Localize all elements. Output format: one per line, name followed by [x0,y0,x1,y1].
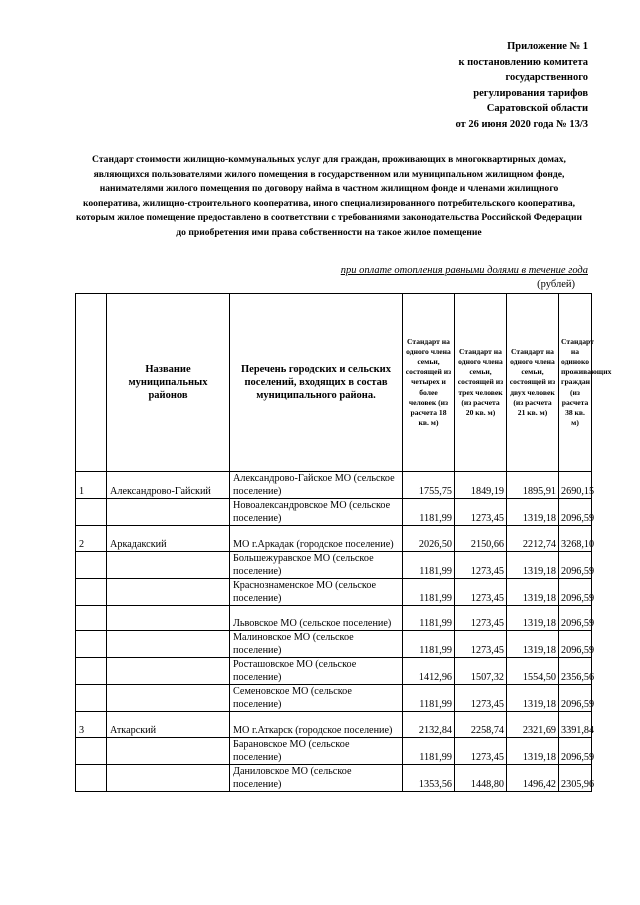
row-number: 3 [76,712,107,738]
table-row [76,631,592,658]
row-number [76,605,107,631]
row-settlement: Большежуравское МО (сельское поселение) [230,551,403,578]
row-number [76,578,107,605]
row-std-four: 1755,75 [403,472,455,499]
table-row [76,526,592,552]
table-row [76,605,592,631]
row-district [107,737,230,764]
row-std-single: 2690,15 [559,472,592,499]
row-number: 2 [76,526,107,552]
appendix-line: к постановлению комитета [458,56,588,68]
row-number [76,685,107,712]
row-district [107,658,230,685]
row-district [107,551,230,578]
table-header-row [76,294,592,472]
row-std-two: 1319,18 [507,499,559,526]
table-row [76,499,592,526]
table-row [76,551,592,578]
header-std-three: Стандарт на одного члена семьи, состоящей из трех человек (из расчета 20 кв. м) [455,294,507,472]
row-std-four: 1181,99 [403,551,455,578]
row-std-three: 1273,45 [455,578,507,605]
row-std-single: 3268,10 [559,526,592,552]
row-std-two: 1554,50 [507,658,559,685]
row-std-single: 3391,84 [559,712,592,738]
row-std-four: 1181,99 [403,605,455,631]
payment-note: при оплате отопления равными долями в течение года [340,265,588,276]
row-std-three: 2150,66 [455,526,507,552]
row-district [107,631,230,658]
row-std-two: 1895,91 [507,472,559,499]
header-settlements: Перечень городских и сельских поселений, входящих в состав муниципального района. [230,294,403,472]
header-std-single: Стандарт на одиноко проживающих граждан (из расчета 38 кв. м) [559,294,592,472]
row-std-two: 2321,69 [507,712,559,738]
row-settlement: Барановское МО (сельское поселение) [230,737,403,764]
row-std-four: 1412,96 [403,658,455,685]
row-number [76,737,107,764]
row-district [107,578,230,605]
row-std-four: 1181,99 [403,631,455,658]
appendix-line: Приложение № 1 [507,41,588,52]
row-std-two: 1319,18 [507,737,559,764]
row-std-four: 1353,56 [403,764,455,791]
appendix-line: Саратовской области [486,103,588,114]
row-std-single: 2096,59 [559,631,592,658]
row-std-three: 1273,45 [455,499,507,526]
row-std-two: 1319,18 [507,631,559,658]
row-settlement: МО г.Аркадак (городское поселение) [230,526,403,552]
row-std-two: 1496,42 [507,764,559,791]
table-row [76,578,592,605]
row-district: Александрово-Гайский [107,472,230,499]
row-std-single: 2096,59 [559,551,592,578]
appendix-line: от 26 июня 2020 года № 13/3 [455,118,588,130]
currency-unit: (рублей) [537,279,575,290]
row-std-two: 2212,74 [507,526,559,552]
table-row [76,472,592,499]
row-std-single: 2305,96 [559,764,592,791]
row-district [107,685,230,712]
header-number [76,294,107,472]
table-row [76,764,592,791]
tariff-table [75,293,612,792]
row-std-two: 1319,18 [507,605,559,631]
row-std-four: 1181,99 [403,737,455,764]
row-std-single: 2096,59 [559,499,592,526]
row-std-four: 1181,99 [403,499,455,526]
row-std-three: 1849,19 [455,472,507,499]
row-std-single: 2096,59 [559,685,592,712]
row-std-single: 2096,59 [559,578,592,605]
row-std-three: 2258,74 [455,712,507,738]
appendix-line: государственного [505,72,588,83]
row-district [107,605,230,631]
document-title: Стандарт стоимости жилищно-коммунальных услуг для граждан, проживающих в многоквартирных домах, являющихся пользователями жилого помещения в государственном или муниципальном жилищном фонде, нанимателями жилого помещения по договору найма в частном жилищном фонде и членами жилищного кооператива, жилищно-строительного кооператива, иного специализированного потребительского кооператива, которым жилое помещение предоставлено в соответствии с требованиями законодательства Российской Федерации до приобретения ими права собственности на такое жилое помещение [75,154,582,238]
row-number [76,631,107,658]
row-district: Аткарский [107,712,230,738]
row-std-four: 1181,99 [403,685,455,712]
table-row [76,658,592,685]
row-settlement: Александрово-Гайское МО (сельское поселение) [230,472,403,499]
row-settlement: МО г.Аткарск (городское поселение) [230,712,403,738]
row-std-three: 1273,45 [455,737,507,764]
row-std-three: 1273,45 [455,631,507,658]
row-std-three: 1273,45 [455,551,507,578]
row-std-three: 1273,45 [455,605,507,631]
row-number [76,551,107,578]
row-district [107,764,230,791]
row-std-three: 1273,45 [455,685,507,712]
row-settlement: Семеновское МО (сельское поселение) [230,685,403,712]
row-number: 1 [76,472,107,499]
row-settlement: Росташовское МО (сельское поселение) [230,658,403,685]
row-std-three: 1507,32 [455,658,507,685]
appendix-line: регулирования тарифов [473,87,588,99]
header-std-four: Стандарт на одного члена семьи, состоящей из четырех и более человек (из расчета 18 кв. м) [403,294,455,472]
row-std-single: 2096,59 [559,605,592,631]
row-settlement: Малиновское МО (сельское поселение) [230,631,403,658]
row-std-four: 2026,50 [403,526,455,552]
row-settlement: Львовское МО (сельское поселение) [230,605,403,631]
row-std-four: 2132,84 [403,712,455,738]
header-district: Название муниципальных районов [107,294,230,472]
table-row [76,685,592,712]
row-district: Аркадакский [107,526,230,552]
row-settlement: Краснознаменское МО (сельское поселение) [230,578,403,605]
appendix-block [455,39,588,132]
header-std-two: Стандарт на одного члена семьи, состоящей из двух человек (из расчета 21 кв. м) [507,294,559,472]
row-district [107,499,230,526]
row-number [76,764,107,791]
row-settlement: Новоалександровское МО (сельское поселение) [230,499,403,526]
row-std-two: 1319,18 [507,578,559,605]
row-std-four: 1181,99 [403,578,455,605]
table-row [76,737,592,764]
row-std-two: 1319,18 [507,551,559,578]
row-number [76,499,107,526]
row-std-two: 1319,18 [507,685,559,712]
row-settlement: Даниловское МО (сельское поселение) [230,764,403,791]
table-row [76,712,592,738]
row-std-single: 2356,56 [559,658,592,685]
row-number [76,658,107,685]
row-std-single: 2096,59 [559,737,592,764]
row-std-three: 1448,80 [455,764,507,791]
